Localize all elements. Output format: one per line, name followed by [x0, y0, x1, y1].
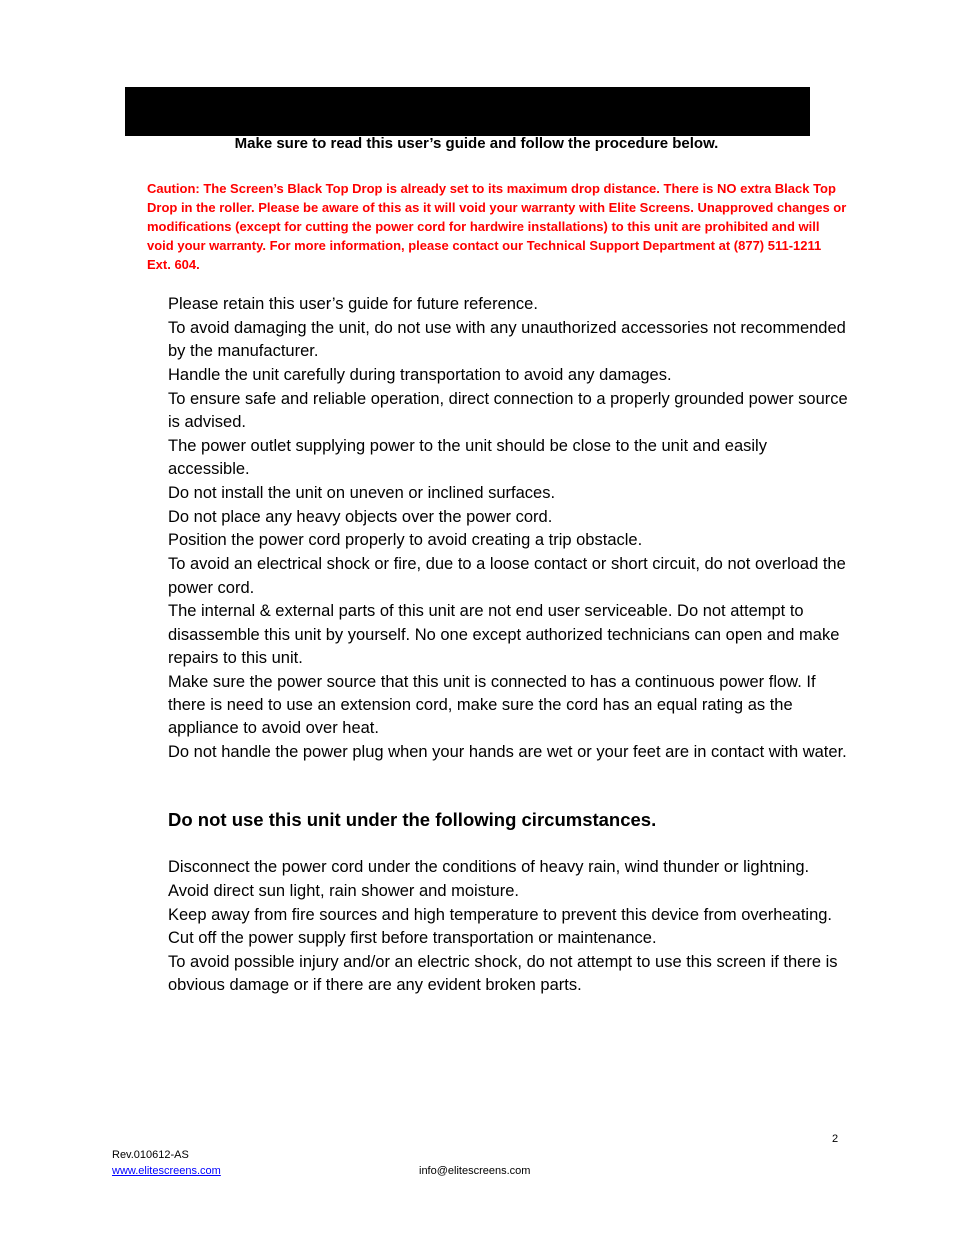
list-item: Keep away from fire sources and high temperature to prevent this device from overheating. [168, 905, 833, 924]
list-item: Do not handle the power plug when your hands are wet or your feet are in contact with water. [168, 743, 847, 762]
list-item: To avoid possible injury and/or an electric shock, do not attempt to use this screen if there is obvious damage or if there are any evident broken parts. [168, 953, 838, 995]
list-item: Handle the unit carefully during transportation to avoid any damages. [168, 365, 672, 384]
list-item: Do not install the unit on uneven or inclined surfaces. [168, 483, 556, 502]
list-item: Make sure the power source that this unit is connected to has a continuous power flow. If there is need to use an extension cord, make sure the cord has an equal rating as the appliance to avoid over heat. [168, 672, 816, 738]
list-item: Please retain this user’s guide for future reference. [168, 295, 538, 313]
circumstances-list [168, 856, 848, 998]
list-item: The power outlet supplying power to the unit should be close to the unit and easily accessible. [168, 436, 767, 479]
list-item: To ensure safe and reliable operation, direct connection to a properly grounded power source is advised. [168, 389, 848, 431]
list-item: Avoid direct sun light, rain shower and moisture. [168, 881, 519, 900]
section-heading: Do not use this unit under the following circumstances. [168, 809, 657, 830]
list-item: Cut off the power supply first before transportation or maintenance. [168, 929, 657, 948]
list-item: To avoid an electrical shock or fire, due to a loose contact or short circuit, do not overload the power cord. [168, 555, 846, 597]
list-item: To avoid damaging the unit, do not use with any unauthorized accessories not recommended by the manufacturer. [168, 318, 846, 361]
website-link[interactable]: www.elitescreens.com [112, 1165, 221, 1177]
revision-label: Rev.010612-AS [112, 1149, 189, 1161]
list-item: Position the power cord properly to avoid creating a trip obstacle. [168, 531, 643, 550]
page-number: 2 [832, 1133, 839, 1145]
safety-list [168, 293, 848, 765]
list-item: Do not place any heavy objects over the power cord. [168, 507, 553, 526]
list-item: The internal & external parts of this unit are not end user serviceable. Do not attempt to disassemble this unit by yourself. No one except authorized technicians can open and make repairs to this unit. [168, 602, 840, 667]
caution-notice: Caution: The Screen’s Black Top Drop is already set to its maximum drop distance. There is NO extra Black Top Drop in the roller. Please be aware of this as it will void your warranty with Elite Screens. Unapproved changes or modifications (except for cutting the power cord for hardwire installations) to this unit are prohibited and will void your warranty. For more information, please contact our Technical Support Department at (877) 511-1211 Ext. 604. [147, 181, 847, 272]
header-bar [125, 87, 810, 136]
email-address: info@elitescreens.com [419, 1165, 531, 1177]
intro-text: Make sure to read this user’s guide and follow the procedure below. [234, 135, 719, 152]
list-item: Disconnect the power cord under the conditions of heavy rain, wind thunder or lightning. [168, 858, 810, 876]
